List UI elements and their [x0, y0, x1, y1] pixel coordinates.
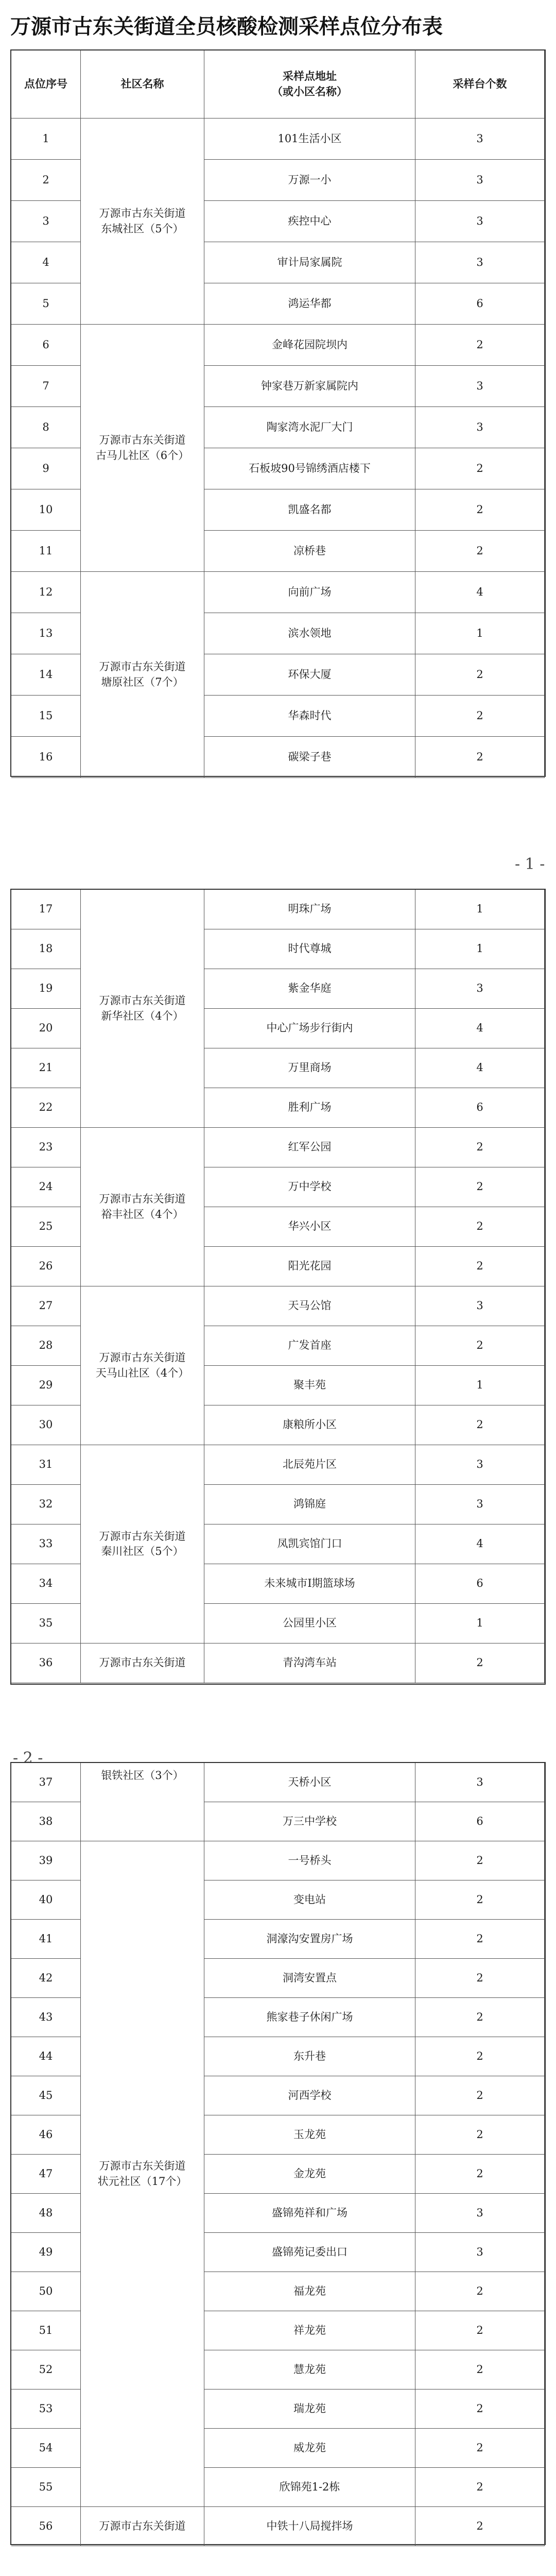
sampling-desk-count: 2 [415, 1920, 545, 1959]
sampling-desk-count: 3 [415, 2194, 545, 2233]
sampling-desk-count: 2 [415, 325, 545, 366]
point-number: 17 [11, 890, 81, 929]
point-number: 42 [11, 1959, 81, 1998]
sampling-desk-count: 2 [415, 1326, 545, 1366]
sampling-desk-count: 2 [415, 1643, 545, 1683]
sampling-desk-count: 4 [415, 572, 545, 613]
point-number: 18 [11, 929, 81, 969]
point-number: 47 [11, 2155, 81, 2194]
sampling-address: 疾控中心 [204, 201, 415, 242]
point-number: 39 [11, 1841, 81, 1880]
sampling-address: 环保大厦 [204, 654, 415, 696]
sampling-address: 明珠广场 [204, 890, 415, 929]
point-number: 37 [11, 1763, 81, 1802]
point-number: 20 [11, 1009, 81, 1048]
community-name: 万源市古东关街道 秦川社区（5个） [81, 1445, 204, 1643]
sampling-desk-count: 6 [415, 1564, 545, 1604]
sampling-desk-count: 2 [415, 2115, 545, 2155]
sampling-address: 中铁十八局搅拌场 [204, 2507, 415, 2546]
sampling-desk-count: 6 [415, 1802, 545, 1841]
sampling-desk-count: 2 [415, 2155, 545, 2194]
sampling-address: 北辰苑片区 [204, 1445, 415, 1485]
point-number: 49 [11, 2233, 81, 2272]
sampling-desk-count: 3 [415, 118, 545, 160]
point-number: 56 [11, 2507, 81, 2546]
sampling-desk-count: 3 [415, 201, 545, 242]
sampling-address: 时代尊城 [204, 929, 415, 969]
sampling-address: 中心广场步行街内 [204, 1009, 415, 1048]
sampling-address: 鸿运华都 [204, 283, 415, 325]
point-number: 30 [11, 1405, 81, 1445]
sampling-desk-count: 2 [415, 2037, 545, 2076]
point-number: 25 [11, 1207, 81, 1247]
sampling-desk-count: 2 [415, 1841, 545, 1880]
sampling-desk-count: 2 [415, 489, 545, 531]
point-number: 53 [11, 2389, 81, 2429]
point-number: 11 [11, 531, 81, 572]
sampling-address: 变电站 [204, 1880, 415, 1920]
community-name: 银铁社区（3个） [81, 1763, 204, 1841]
point-number: 14 [11, 654, 81, 696]
point-number: 45 [11, 2076, 81, 2115]
sampling-desk-count: 4 [415, 1048, 545, 1088]
sampling-desk-count: 1 [415, 929, 545, 969]
sampling-desk-count: 1 [415, 1366, 545, 1405]
sampling-table-page-1 [10, 49, 546, 777]
sampling-address: 金龙苑 [204, 2155, 415, 2194]
sampling-desk-count: 1 [415, 1604, 545, 1643]
sampling-desk-count: 3 [415, 1763, 545, 1802]
sampling-address: 钟家巷万新家属院内 [204, 366, 415, 407]
point-number: 5 [11, 283, 81, 325]
sampling-address: 一号桥头 [204, 1841, 415, 1880]
sampling-address: 凯盛名都 [204, 489, 415, 531]
sampling-desk-count: 3 [415, 160, 545, 201]
sampling-desk-count: 2 [415, 1247, 545, 1286]
sampling-address: 万源一小 [204, 160, 415, 201]
sampling-address: 慧龙苑 [204, 2350, 415, 2389]
point-number: 41 [11, 1920, 81, 1959]
sampling-address: 福龙苑 [204, 2272, 415, 2311]
sampling-desk-count: 2 [415, 1128, 545, 1167]
sampling-desk-count: 3 [415, 1445, 545, 1485]
sampling-address: 万三中学校 [204, 1802, 415, 1841]
sampling-desk-count: 3 [415, 242, 545, 283]
sampling-address: 华森时代 [204, 696, 415, 737]
sampling-desk-count: 2 [415, 448, 545, 489]
sampling-address: 广发首座 [204, 1326, 415, 1366]
sampling-address: 欣锦苑1-2栋 [204, 2468, 415, 2507]
sampling-address: 红军公园 [204, 1128, 415, 1167]
point-number: 24 [11, 1167, 81, 1207]
point-number: 12 [11, 572, 81, 613]
point-number: 32 [11, 1485, 81, 1524]
sampling-address: 101生活小区 [204, 118, 415, 160]
sampling-address: 青沟湾车站 [204, 1643, 415, 1683]
sampling-desk-count: 3 [415, 2233, 545, 2272]
point-number: 43 [11, 1998, 81, 2037]
point-number: 51 [11, 2311, 81, 2350]
sampling-desk-count: 2 [415, 1167, 545, 1207]
sampling-address: 鸿锦庭 [204, 1485, 415, 1524]
sampling-desk-count: 3 [415, 1485, 545, 1524]
sampling-table-page-3 [10, 1762, 546, 2545]
sampling-address: 熊家巷子休闲广场 [204, 1998, 415, 2037]
point-number: 52 [11, 2350, 81, 2389]
point-number: 9 [11, 448, 81, 489]
community-name: 万源市古东关街道 裕丰社区（4个） [81, 1128, 204, 1286]
sampling-desk-count: 2 [415, 1207, 545, 1247]
point-number: 2 [11, 160, 81, 201]
column-header: 采样台个数 [415, 50, 545, 118]
sampling-address: 凉桥巷 [204, 531, 415, 572]
community-name: 万源市古东关街道 东城社区（5个） [81, 118, 204, 325]
community-name: 万源市古东关街道 古马儿社区（6个） [81, 325, 204, 572]
sampling-desk-count: 2 [415, 2389, 545, 2429]
sampling-desk-count: 6 [415, 283, 545, 325]
sampling-address: 万中学校 [204, 1167, 415, 1207]
point-number: 15 [11, 696, 81, 737]
sampling-address: 金峰花园院坝内 [204, 325, 415, 366]
point-number: 55 [11, 2468, 81, 2507]
point-number: 19 [11, 969, 81, 1009]
sampling-desk-count: 1 [415, 890, 545, 929]
point-number: 23 [11, 1128, 81, 1167]
sampling-desk-count: 2 [415, 1880, 545, 1920]
sampling-address: 紫金华庭 [204, 969, 415, 1009]
point-number: 29 [11, 1366, 81, 1405]
point-number: 4 [11, 242, 81, 283]
community-name: 万源市古东关街道 [81, 2507, 204, 2546]
sampling-desk-count: 6 [415, 1088, 545, 1128]
sampling-desk-count: 2 [415, 1959, 545, 1998]
sampling-desk-count: 2 [415, 2272, 545, 2311]
point-number: 50 [11, 2272, 81, 2311]
point-number: 6 [11, 325, 81, 366]
sampling-address: 天桥小区 [204, 1763, 415, 1802]
sampling-desk-count: 2 [415, 2311, 545, 2350]
point-number: 28 [11, 1326, 81, 1366]
sampling-desk-count: 2 [415, 2468, 545, 2507]
sampling-desk-count: 1 [415, 613, 545, 654]
point-number: 38 [11, 1802, 81, 1841]
sampling-address: 洞湾安置点 [204, 1959, 415, 1998]
sampling-address: 石板坡90号锦绣酒店楼下 [204, 448, 415, 489]
sampling-desk-count: 3 [415, 1286, 545, 1326]
column-header: 社区名称 [81, 50, 204, 118]
point-number: 16 [11, 737, 81, 778]
sampling-address: 碳梁子巷 [204, 737, 415, 778]
sampling-desk-count: 2 [415, 2076, 545, 2115]
sampling-desk-count: 2 [415, 2350, 545, 2389]
sampling-address: 瑞龙苑 [204, 2389, 415, 2429]
point-number: 35 [11, 1604, 81, 1643]
sampling-desk-count: 4 [415, 1009, 545, 1048]
sampling-address: 河西学校 [204, 2076, 415, 2115]
sampling-desk-count: 2 [415, 2429, 545, 2468]
sampling-address: 审计局家属院 [204, 242, 415, 283]
sampling-desk-count: 2 [415, 2507, 545, 2546]
point-number: 26 [11, 1247, 81, 1286]
point-number: 7 [11, 366, 81, 407]
point-number: 8 [11, 407, 81, 448]
point-number: 10 [11, 489, 81, 531]
page-number-1: - 1 - [515, 855, 545, 873]
sampling-desk-count: 2 [415, 1405, 545, 1445]
sampling-address: 万里商场 [204, 1048, 415, 1088]
sampling-address: 盛锦苑祥和广场 [204, 2194, 415, 2233]
community-name: 万源市古东关街道 状元社区（17个） [81, 1841, 204, 2507]
sampling-address: 公园里小区 [204, 1604, 415, 1643]
point-number: 27 [11, 1286, 81, 1326]
point-number: 40 [11, 1880, 81, 1920]
sampling-address: 胜利广场 [204, 1088, 415, 1128]
sampling-address: 威龙苑 [204, 2429, 415, 2468]
page-title: 万源市古东关街道全员核酸检测采样点位分布表 [10, 15, 443, 39]
sampling-address: 滨水领地 [204, 613, 415, 654]
point-number: 36 [11, 1643, 81, 1683]
sampling-address: 东升巷 [204, 2037, 415, 2076]
community-name: 万源市古东关街道 新华社区（4个） [81, 890, 204, 1128]
point-number: 33 [11, 1524, 81, 1564]
point-number: 44 [11, 2037, 81, 2076]
point-number: 21 [11, 1048, 81, 1088]
sampling-desk-count: 2 [415, 1998, 545, 2037]
page-number-2: - 2 - [13, 1749, 43, 1767]
sampling-desk-count: 2 [415, 737, 545, 778]
point-number: 34 [11, 1564, 81, 1604]
sampling-address: 盛锦苑记委出口 [204, 2233, 415, 2272]
sampling-desk-count: 3 [415, 969, 545, 1009]
sampling-desk-count: 3 [415, 366, 545, 407]
column-header: 点位序号 [11, 50, 81, 118]
sampling-address: 凤凯宾馆门口 [204, 1524, 415, 1564]
sampling-address: 玉龙苑 [204, 2115, 415, 2155]
sampling-address: 天马公馆 [204, 1286, 415, 1326]
sampling-address: 康粮所小区 [204, 1405, 415, 1445]
community-name: 万源市古东关街道 [81, 1643, 204, 1683]
sampling-address: 祥龙苑 [204, 2311, 415, 2350]
sampling-address: 陶家湾水泥厂大门 [204, 407, 415, 448]
point-number: 22 [11, 1088, 81, 1128]
point-number: 46 [11, 2115, 81, 2155]
point-number: 1 [11, 118, 81, 160]
sampling-address: 华兴小区 [204, 1207, 415, 1247]
sampling-address: 洞濠沟安置房广场 [204, 1920, 415, 1959]
point-number: 31 [11, 1445, 81, 1485]
point-number: 3 [11, 201, 81, 242]
sampling-address: 未来城市Ⅰ期篮球场 [204, 1564, 415, 1604]
sampling-table-page-2 [10, 889, 546, 1685]
community-name: 万源市古东关街道 塘原社区（7个） [81, 572, 204, 778]
column-header: 采样点地址 （或小区名称） [204, 50, 415, 118]
sampling-address: 向前广场 [204, 572, 415, 613]
sampling-desk-count: 2 [415, 696, 545, 737]
point-number: 13 [11, 613, 81, 654]
sampling-address: 聚丰苑 [204, 1366, 415, 1405]
point-number: 48 [11, 2194, 81, 2233]
sampling-address: 阳光花园 [204, 1247, 415, 1286]
community-name: 万源市古东关街道 天马山社区（4个） [81, 1286, 204, 1445]
sampling-desk-count: 4 [415, 1524, 545, 1564]
sampling-desk-count: 2 [415, 654, 545, 696]
sampling-desk-count: 2 [415, 531, 545, 572]
point-number: 54 [11, 2429, 81, 2468]
sampling-desk-count: 3 [415, 407, 545, 448]
